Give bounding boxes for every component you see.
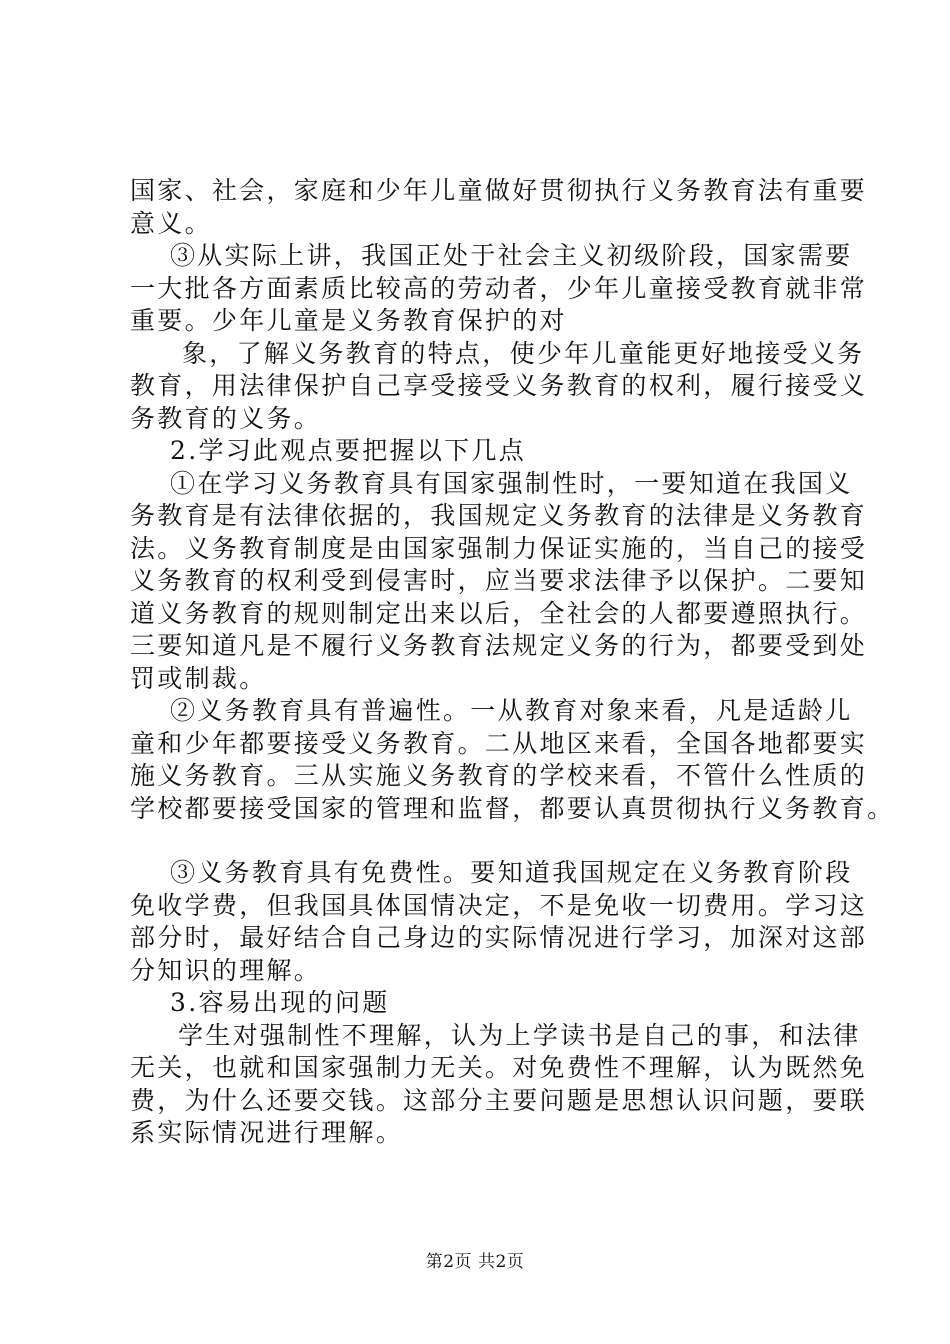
text-line: ③从实际上讲，我国正处于社会主义初级阶段，国家需要 [170,241,853,270]
text-line: 免收学费，但我国具体国情决定，不是免收一切费用。学习这 [130,890,868,920]
text-line: 学生对强制性不理解，认为上学读书是自己的事，和法律 [178,1020,861,1050]
text-line: 一大批各方面素质比较高的劳动者，少年儿童接受教育就非常 [130,273,868,303]
document-body [130,175,895,1150]
text-line: 施义务教育。三从实施义务教育的学校来看，不管什么性质的 [130,761,868,790]
section-heading: 2.学习此观点要把握以下几点 [170,436,527,465]
text-line: 学校都要接受国家的管理和监督，都要认真贯彻执行义务教育。 [130,793,895,823]
section-heading: 3.容易出现的问题 [170,988,390,1017]
text-line: 系实际情况进行理解。 [130,1118,404,1147]
text-line: 童和少年都要接受义务教育。二从地区来看，全国各地都要实 [130,728,868,758]
text-line: 国家、社会，家庭和少年儿童做好贯彻执行义务教育法有重要 [130,176,868,205]
text-line: 务教育的义务。 [130,403,322,433]
text-line: 费，为什么还要交钱。这部分主要问题是思想认识问题，要联 [130,1085,868,1115]
text-line: 三要知道凡是不履行义务教育法规定义务的行为，都要受到处 [130,631,868,660]
text-line: ③义务教育具有免费性。要知道我国规定在义务教育阶段 [170,858,853,887]
text-line: 教育，用法律保护自己享受接受义务教育的权利，履行接受义 [130,371,868,400]
text-line: 意义。 [130,208,212,238]
text-line: 重要。少年儿童是义务教育保护的对 [130,306,567,335]
text-line: 义务教育的权利受到侵害时，应当要求法律予以保护。二要知 [130,566,868,595]
text-line: 分知识的理解。 [130,955,322,985]
page-number-footer: 第2页 共2页 [425,1252,525,1272]
text-line: ①在学习义务教育具有国家强制性时，一要知道在我国义 [170,468,853,498]
text-line: 法。义务教育制度是由国家强制力保证实施的，当自己的接受 [130,533,868,563]
text-line: 无关，也就和国家强制力无关。对免费性不理解，认为既然免 [130,1053,868,1082]
text-line: 象，了解义务教育的特点，使少年儿童能更好地接受义务 [182,338,865,368]
text-line: 道义务教育的规则制定出来以后，全社会的人都要遵照执行。 [130,598,868,628]
text-line: 务教育是有法律依据的，我国规定义务教育的法律是义务教育 [130,501,868,530]
text-line: 罚或制裁。 [130,663,267,693]
text-line: ②义务教育具有普遍性。一从教育对象来看，凡是适龄儿 [170,696,853,725]
text-line: 部分时，最好结合自己身边的实际情况进行学习，加深对这部 [130,923,868,952]
